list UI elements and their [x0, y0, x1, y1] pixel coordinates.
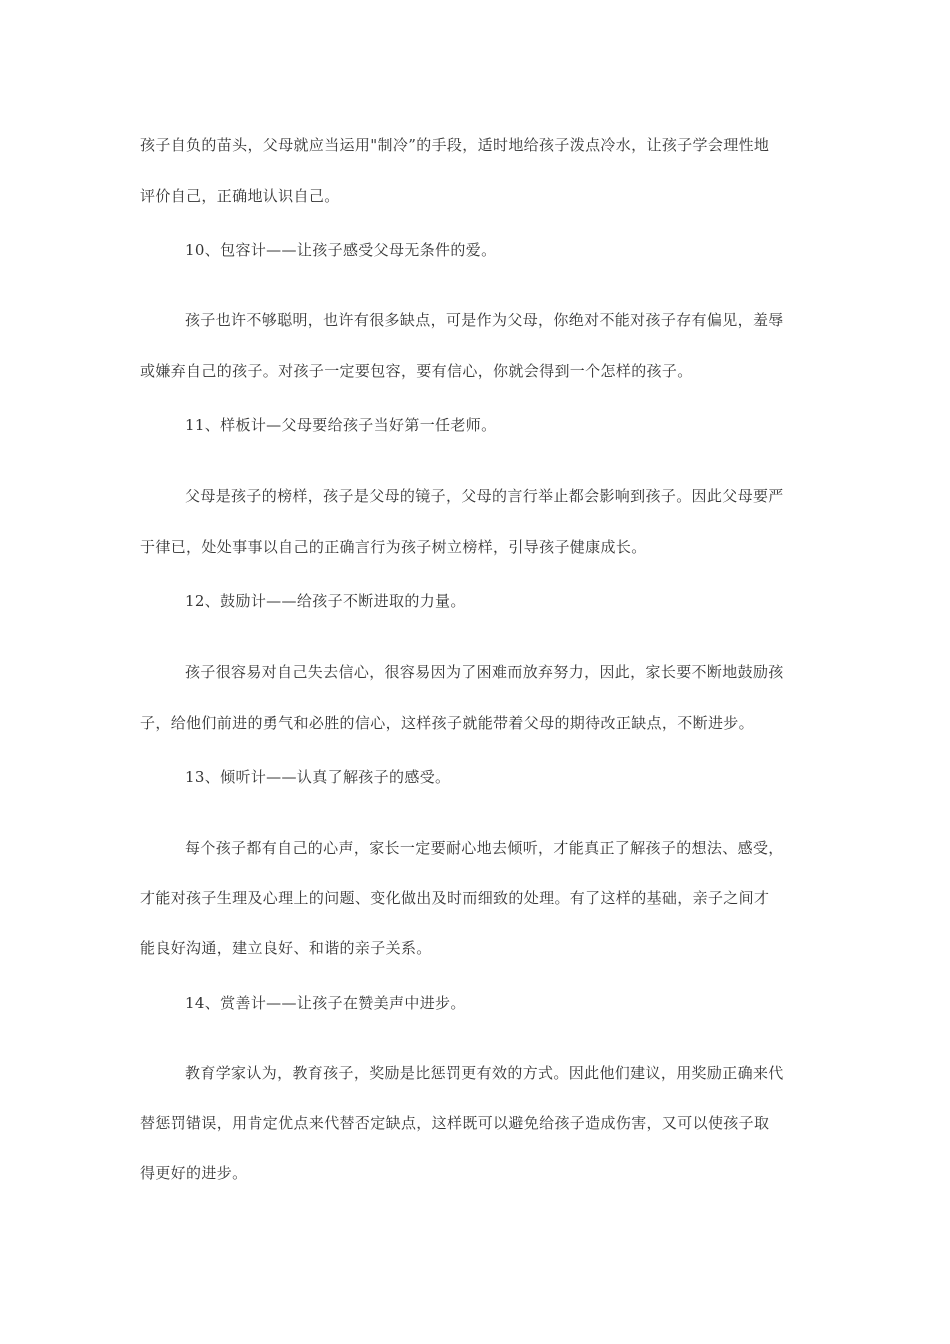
paragraph-line: 父母是孩子的榜样，孩子是父母的镜子，父母的言行举止都会影响到孩子。因此父母要严 — [185, 487, 784, 505]
paragraph-line: 替惩罚错误，用肯定优点来代替否定缺点，这样既可以避免给孩子造成伤害，又可以使孩子取 — [140, 1114, 770, 1132]
paragraph-line: 孩子自负的苗头，父母就应当运用"制冷”的手段，适时地给孩子泼点冷水，让孩子学会理性地 — [140, 136, 770, 154]
paragraph-line: 每个孩子都有自己的心声，家长一定要耐心地去倾听，才能真正了解孩子的想法、感受， — [185, 839, 784, 857]
section-heading-10: 10、包容计——让孩子感受父母无条件的爱。 — [185, 241, 497, 259]
section-heading-11: 11、样板计—父母要给孩子当好第一任老师。 — [185, 416, 497, 434]
section-heading-13: 13、倾听计——认真了解孩子的感受。 — [185, 768, 451, 786]
paragraph-line: 教育学家认为，教育孩子，奖励是比惩罚更有效的方式。因此他们建议，用奖励正确来代 — [185, 1064, 784, 1082]
paragraph-line: 评价自己，正确地认识自己。 — [140, 187, 340, 205]
paragraph-line: 子，给他们前进的勇气和必胜的信心，这样孩子就能带着父母的期待改正缺点，不断进步。 — [140, 714, 755, 732]
section-heading-12: 12、鼓励计——给孩子不断进取的力量。 — [185, 592, 466, 610]
paragraph-line: 能良好沟通，建立良好、和谐的亲子关系。 — [140, 939, 432, 957]
paragraph-line: 得更好的进步。 — [140, 1164, 248, 1182]
section-heading-14: 14、赏善计——让孩子在赞美声中进步。 — [185, 994, 466, 1012]
paragraph-line: 才能对孩子生理及心理上的问题、变化做出及时而细致的处理。有了这样的基础，亲子之间才 — [140, 889, 770, 907]
paragraph-line: 于律已，处处事事以自己的正确言行为孩子树立榜样，引导孩子健康成长。 — [140, 538, 647, 556]
paragraph-line: 孩子很容易对自己失去信心，很容易因为了困难而放弃努力，因此，家长要不断地鼓励孩 — [185, 663, 784, 681]
paragraph-line: 孩子也许不够聪明，也许有很多缺点，可是作为父母，你绝对不能对孩子存有偏见，羞辱 — [185, 311, 784, 329]
paragraph-line: 或嫌弃自己的孩子。对孩子一定要包容，要有信心，你就会得到一个怎样的孩子。 — [140, 362, 693, 380]
